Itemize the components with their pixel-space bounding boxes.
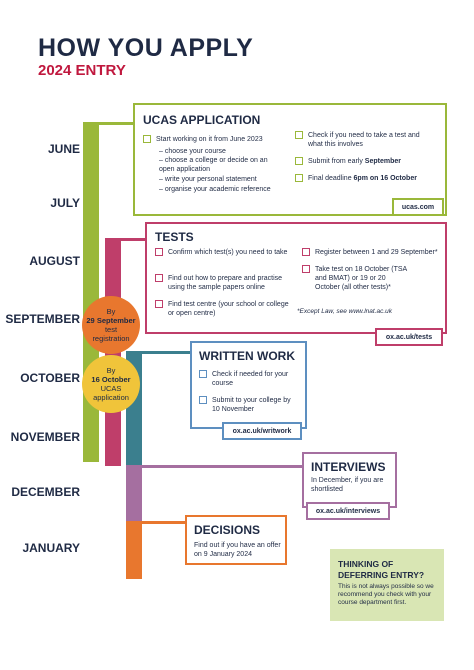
ucas-sub-college: – choose a college or decide on an open application xyxy=(159,157,268,173)
decisions-text: Find out if you have an offer on 9 January 2024 xyxy=(194,542,281,558)
tests-title: TESTS xyxy=(155,230,194,244)
interviews-title: INTERVIEWS xyxy=(311,460,386,474)
connector-ucas xyxy=(83,122,135,125)
tests-item-confirm: Confirm which test(s) you need to take xyxy=(155,248,290,257)
checkbox-icon xyxy=(295,157,303,165)
month-october: OCTOBER xyxy=(20,371,80,385)
written-item-check: Check if needed for your course xyxy=(199,370,299,388)
month-november: NOVEMBER xyxy=(10,430,80,444)
tests-box xyxy=(145,222,447,334)
ucas-sub-reference: – organise your academic reference xyxy=(159,186,271,193)
checkbox-icon xyxy=(295,131,303,139)
month-september: SEPTEMBER xyxy=(5,312,80,326)
checkbox-icon xyxy=(155,300,163,308)
page-title: HOW YOU APPLY xyxy=(38,34,254,62)
connector-decisions xyxy=(126,521,186,524)
month-june: JUNE xyxy=(47,142,80,156)
checkbox-icon xyxy=(155,274,163,282)
deferring-box xyxy=(330,549,444,621)
timeline-bar-ucas xyxy=(83,122,99,462)
written-item-submit: Submit to your college by 10 November xyxy=(199,396,299,414)
interviews-link[interactable]: ox.ac.uk/interviews xyxy=(306,502,390,520)
page-subtitle: 2024 ENTRY xyxy=(38,62,126,79)
interviews-text: In December, if you are shortlisted xyxy=(311,477,384,493)
ucas-item-test-text: Check if you need to take a test and what this involves xyxy=(308,132,420,148)
checkbox-icon xyxy=(199,370,207,378)
tests-item-prepare: Find out how to prepare and practise using the sample papers online xyxy=(155,274,290,292)
month-january: JANUARY xyxy=(22,541,80,555)
deferring-title-1: THINKING OF xyxy=(338,559,394,569)
ucas-sub-statement: – write your personal statement xyxy=(159,176,257,183)
decisions-title: DECISIONS xyxy=(194,523,261,537)
connector-interviews xyxy=(126,465,304,468)
month-july: JULY xyxy=(50,196,80,210)
ucas-item-start-text: Start working on it from June 2023 xyxy=(156,136,263,143)
ucas-item-deadline: Final deadline 6pm on 16 October xyxy=(295,174,435,183)
written-title: WRITTEN WORK xyxy=(199,349,295,363)
timeline-bar-interviews xyxy=(126,467,142,521)
checkbox-icon xyxy=(155,248,163,256)
ucas-item-submit: Submit from early September xyxy=(295,157,435,166)
tests-item-centre: Find test centre (your school or college or open centre) xyxy=(155,300,290,318)
deferring-text: This is not always possible so we recommend you check with your course department first. xyxy=(338,583,434,606)
connector-written xyxy=(126,351,192,354)
written-box xyxy=(190,341,307,429)
ucas-link[interactable]: ucas.com xyxy=(392,198,444,216)
connector-tests xyxy=(105,238,147,241)
checkbox-icon xyxy=(302,265,310,273)
checkbox-icon xyxy=(143,135,151,143)
tests-item-register: Register between 1 and 29 September* xyxy=(302,248,445,257)
month-december: DECEMBER xyxy=(11,485,80,499)
interviews-box xyxy=(302,452,397,508)
ucas-item-test xyxy=(295,131,435,149)
timeline-bar-decisions xyxy=(126,521,142,579)
september-deadline-circle: By 29 September test registration xyxy=(82,296,140,354)
tests-link[interactable]: ox.ac.uk/tests xyxy=(375,328,443,346)
october-deadline-circle: By 16 October UCAS application xyxy=(82,355,140,413)
checkbox-icon xyxy=(295,174,303,182)
checkbox-icon xyxy=(199,396,207,404)
ucas-sub-course: – choose your course xyxy=(159,148,226,155)
tests-note: *Except Law, see www.lnat.ac.uk xyxy=(297,308,393,315)
ucas-title: UCAS APPLICATION xyxy=(143,113,261,127)
decisions-box xyxy=(185,515,287,565)
deferring-title-2: DEFERRING ENTRY? xyxy=(338,570,425,580)
checkbox-icon xyxy=(302,248,310,256)
written-link[interactable]: ox.ac.uk/writwork xyxy=(222,422,302,440)
month-august: AUGUST xyxy=(29,254,80,268)
tests-item-take: Take test on 18 October (TSA and BMAT) or 19 or 20 October (all other tests)* xyxy=(302,265,412,292)
ucas-item-start xyxy=(143,135,273,144)
